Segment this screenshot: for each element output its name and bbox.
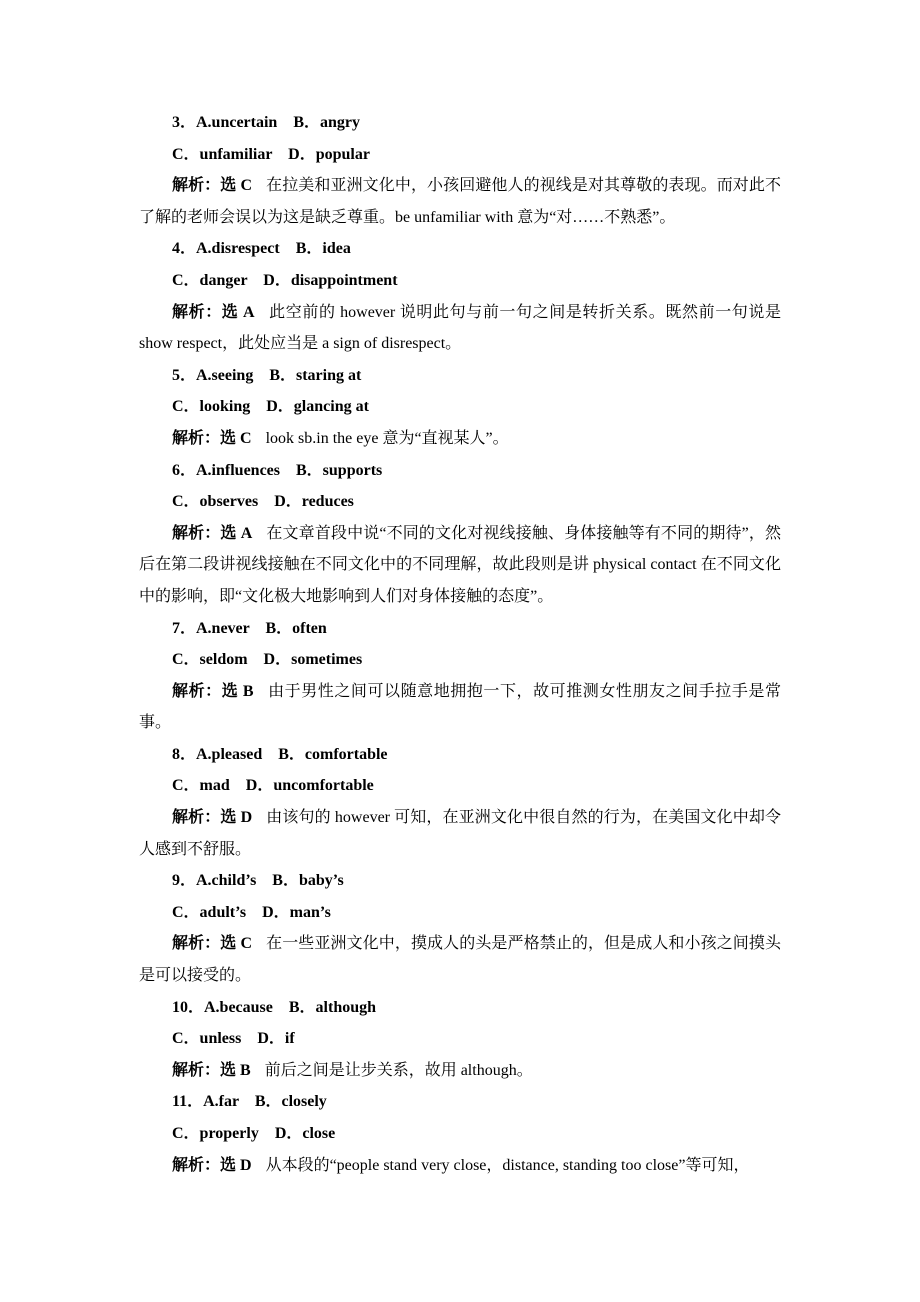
document-page	[139, 107, 785, 1181]
analysis-text: 在拉美和亚洲文化中，小孩回避他人的视线是对其尊敬的表现。而对此不了解的老师会误以为这是缺乏尊重。be unfamiliar with 意为“对……不熟悉”。	[139, 177, 781, 226]
question-options: C．adult’s D．man’s	[172, 903, 331, 921]
answer-choice: 选 B	[221, 682, 254, 700]
answer-choice: 选 C	[220, 177, 253, 195]
analysis-label: 解析：	[172, 524, 221, 542]
question-options: C．unfamiliar D．popular	[172, 145, 370, 163]
question-options: C．observes D．reduces	[172, 493, 354, 511]
analysis-text: 在文章首段中说“不同的文化对视线接触、身体接触等有不同的期待”，然后在第二段讲视线接触在不同文化中的不同理解，故此段则是讲 physical contact 在不同文化中的影响，即“文化极大地影响到人们对身体接触的态度”。	[139, 524, 781, 605]
analysis-label: 解析：	[172, 682, 222, 700]
question-options: 3．A.uncertain B．angry	[172, 114, 361, 131]
question-options: 10．A.because B．although	[172, 998, 377, 1016]
analysis-label: 解析：	[172, 935, 221, 953]
question-options: 9．A.child’s B．baby’s	[172, 872, 344, 890]
question-options: C．looking D．glancing at	[172, 398, 369, 416]
answer-analysis	[139, 802, 781, 865]
question-options: C．mad D．uncomfortable	[172, 777, 374, 795]
answer-choice: 选 B	[220, 1061, 251, 1079]
answer-analysis	[139, 518, 781, 613]
analysis-text: 前后之间是让步关系，故用 although。	[264, 1061, 533, 1079]
analysis-label: 解析：	[172, 1061, 221, 1079]
answer-choice: 选 D	[220, 1156, 252, 1174]
analysis-text: 由于男性之间可以随意地拥抱一下，故可推测女性朋友之间手拉手是常事。	[139, 682, 781, 732]
analysis-label: 解析：	[172, 303, 222, 321]
answer-analysis	[139, 1150, 781, 1182]
analysis-text: 由该句的 however 可知，在亚洲文化中很自然的行为，在美国文化中却令人感到不舒服。	[139, 809, 781, 858]
answer-analysis	[139, 297, 785, 360]
answer-analysis	[139, 423, 781, 455]
question-options: 8．A.pleased B．comfortable	[172, 745, 388, 763]
analysis-text: 从本段的“people stand very close，distance, standing too close”等可知，	[265, 1156, 750, 1174]
answer-analysis	[139, 928, 781, 991]
answer-choice: 选 A	[220, 524, 253, 542]
answer-analysis	[139, 1055, 781, 1087]
question-options: C．properly D．close	[172, 1125, 336, 1142]
answer-choice: 选 A	[221, 303, 255, 321]
answer-choice: 选 D	[220, 809, 253, 827]
answer-choice: 选 C	[220, 429, 252, 447]
answer-analysis	[139, 170, 781, 233]
analysis-text: 在一些亚洲文化中，摸成人的头是严格禁止的，但是成人和小孩之间摸头是可以接受的。	[139, 935, 781, 985]
analysis-text: 此空前的 however 说明此句与前一句之间是转折关系。既然前一句说是 show respect，此处应当是 a sign of disrespect。	[139, 303, 785, 353]
question-options: 11．A.far B．closely	[172, 1093, 327, 1111]
analysis-label: 解析：	[172, 429, 221, 447]
answer-analysis	[139, 676, 781, 739]
analysis-label: 解析：	[172, 809, 221, 827]
question-options: 4．A.disrespect B．idea	[172, 240, 351, 258]
question-options: C．danger D．disappointment	[172, 271, 398, 289]
analysis-label: 解析：	[172, 1156, 221, 1174]
question-options: 5．A.seeing B．staring at	[172, 366, 362, 384]
question-options: 6．A.influences B．supports	[172, 461, 383, 479]
analysis-text: look sb.in the eye 意为“直视某人”。	[265, 429, 509, 447]
question-options: C．unless D．if	[172, 1030, 295, 1048]
question-options: 7．A.never B．often	[172, 619, 327, 637]
answer-choice: 选 C	[220, 935, 253, 953]
question-options: C．seldom D．sometimes	[172, 651, 363, 669]
analysis-label: 解析：	[172, 177, 221, 195]
